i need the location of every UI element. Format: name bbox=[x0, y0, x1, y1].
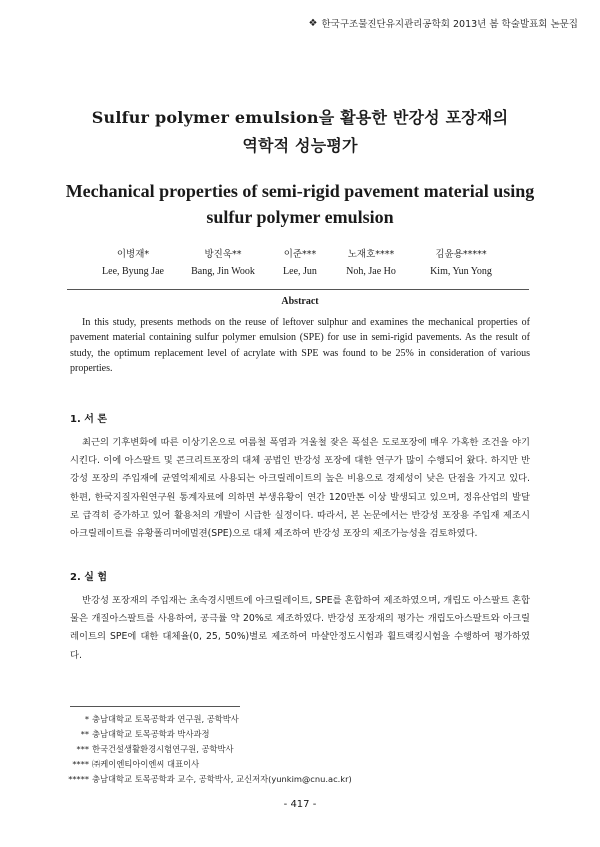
journal-header bbox=[309, 16, 578, 30]
author-list bbox=[0, 246, 600, 280]
author bbox=[269, 246, 331, 280]
title-divider bbox=[67, 289, 529, 290]
page-number: - 417 - bbox=[283, 799, 317, 810]
author-name-ko: 노재호**** bbox=[347, 249, 395, 260]
section-introduction bbox=[70, 410, 530, 543]
section-body: 최근의 기후변화에 따른 이상기온으로 여름철 폭염과 겨울철 잦은 폭설은 도로포장에 매우 가혹한 조건을 야기 시킨다. 이에 아스팔트 및 콘크리트포장의 대체 공법인 반강성 포장에 대한 연구가 많이 수행되어 왔다. 하지만 반강성 포장의 주입재에 균열억제제로 사용되는 아크릴레이트의 높은 비용으로 경제성이 낮은 단점을 가지고 있다. 한편, 한국지질자원연구원 통계자료에 의하면 부생유황이 연간 120만톤 이상 발생되고 있으며, 정유산업의 발달로 급격히 증가하고 있어 활용처의 개발이 시급한 실정이다. 따라서, 본 논문에서는 반강성 포장용 주입재 제조시 아크릴레이트를 유황폴리머에멀젼(SPE)으로 대체 제조하여 반강성 포장의 제조가능성을 검토하였다. bbox=[70, 437, 530, 540]
section-body: 반강성 포장재의 주입재는 초속경시멘트에 아크릴레이트, SPE를 혼합하여 제조하였으며, 개립도 아스팔트 혼합물은 개질아스팔트를 사용하여, 공극률 약 20%로 제조하였다. 반강성 포장재의 평가는 개립도아스팔트와 아크릴레이트의 SPE에 대한 대체율(0, 25, 50%)별로 제조하여 마샬안정도시험과 휠트랙킹시험을 수행하여 평가하였다. bbox=[70, 595, 530, 661]
journal-header-text: 한국구조물진단유지관리공학회 2013년 봄 학술발표회 논문집 bbox=[321, 19, 578, 30]
section-experiment bbox=[70, 568, 530, 665]
english-title-line-1: Mechanical properties of semi-rigid pavement material using bbox=[65, 181, 535, 201]
author-name-ko: 이병재* bbox=[116, 249, 150, 260]
korean-title bbox=[0, 104, 600, 160]
footnote-text: 충남대학교 토목공학과 교수, 공학박사, 교신저자(yunkim@cnu.ac.kr) bbox=[92, 774, 352, 784]
footnote-text: 충남대학교 토목공학과 연구원, 공학박사 bbox=[92, 714, 239, 724]
footnote-mark: ***** bbox=[68, 774, 89, 784]
author bbox=[411, 246, 511, 280]
author-name-en: Lee, Byung Jae bbox=[102, 266, 164, 277]
section-title: 2. 실 험 bbox=[70, 572, 108, 583]
footnote-text: 한국건설생활환경시험연구원, 공학박사 bbox=[92, 744, 234, 754]
author-name-en: Lee, Jun bbox=[283, 266, 317, 277]
footnote bbox=[62, 772, 542, 787]
english-title-line-2: sulfur polymer emulsion bbox=[206, 207, 394, 227]
author-name-ko: 김윤용***** bbox=[435, 249, 487, 260]
footnote bbox=[62, 727, 542, 742]
footnote-mark: * bbox=[84, 714, 89, 724]
korean-title-line-2: 역학적 성능평가 bbox=[242, 136, 358, 155]
abstract-body: In this study, presents methods on the reuse of leftover sulphur and examines the mechanical properties of pavement material containing sulfur polymer emulsion (SPE) for use in semi-rigid pavements. As the result of study, the optimum replacement level of acrylate with SPE was found to be 25% in consideration of various properties. bbox=[70, 317, 530, 374]
abstract-heading: Abstract bbox=[281, 296, 319, 307]
author-name-ko: 방진욱** bbox=[204, 249, 242, 260]
footnotes bbox=[62, 712, 542, 787]
author-name-en: Kim, Yun Yong bbox=[430, 266, 492, 277]
author-name-en: Noh, Jae Ho bbox=[346, 266, 396, 277]
author-name-ko: 이준*** bbox=[283, 249, 317, 260]
footnote-mark: *** bbox=[76, 744, 89, 754]
footnote-divider bbox=[70, 706, 240, 707]
section-title: 1. 서 론 bbox=[70, 414, 108, 425]
footnote-text: ㈜케이엔티아이엔씨 대표이사 bbox=[92, 759, 200, 769]
footnote bbox=[62, 712, 542, 727]
author-name-en: Bang, Jin Wook bbox=[191, 266, 255, 277]
author bbox=[89, 246, 177, 280]
footnote-mark: ** bbox=[80, 729, 89, 739]
footnote-text: 충남대학교 토목공학과 박사과정 bbox=[92, 729, 210, 739]
footnote-mark: **** bbox=[72, 759, 89, 769]
author bbox=[331, 246, 411, 280]
korean-title-line-1: Sulfur polymer emulsion을 활용한 반강성 포장재의 bbox=[91, 108, 509, 127]
english-title bbox=[0, 178, 600, 230]
footnote bbox=[62, 742, 542, 757]
footnote bbox=[62, 757, 542, 772]
author bbox=[177, 246, 269, 280]
diamond-icon: ❖ bbox=[308, 17, 318, 29]
